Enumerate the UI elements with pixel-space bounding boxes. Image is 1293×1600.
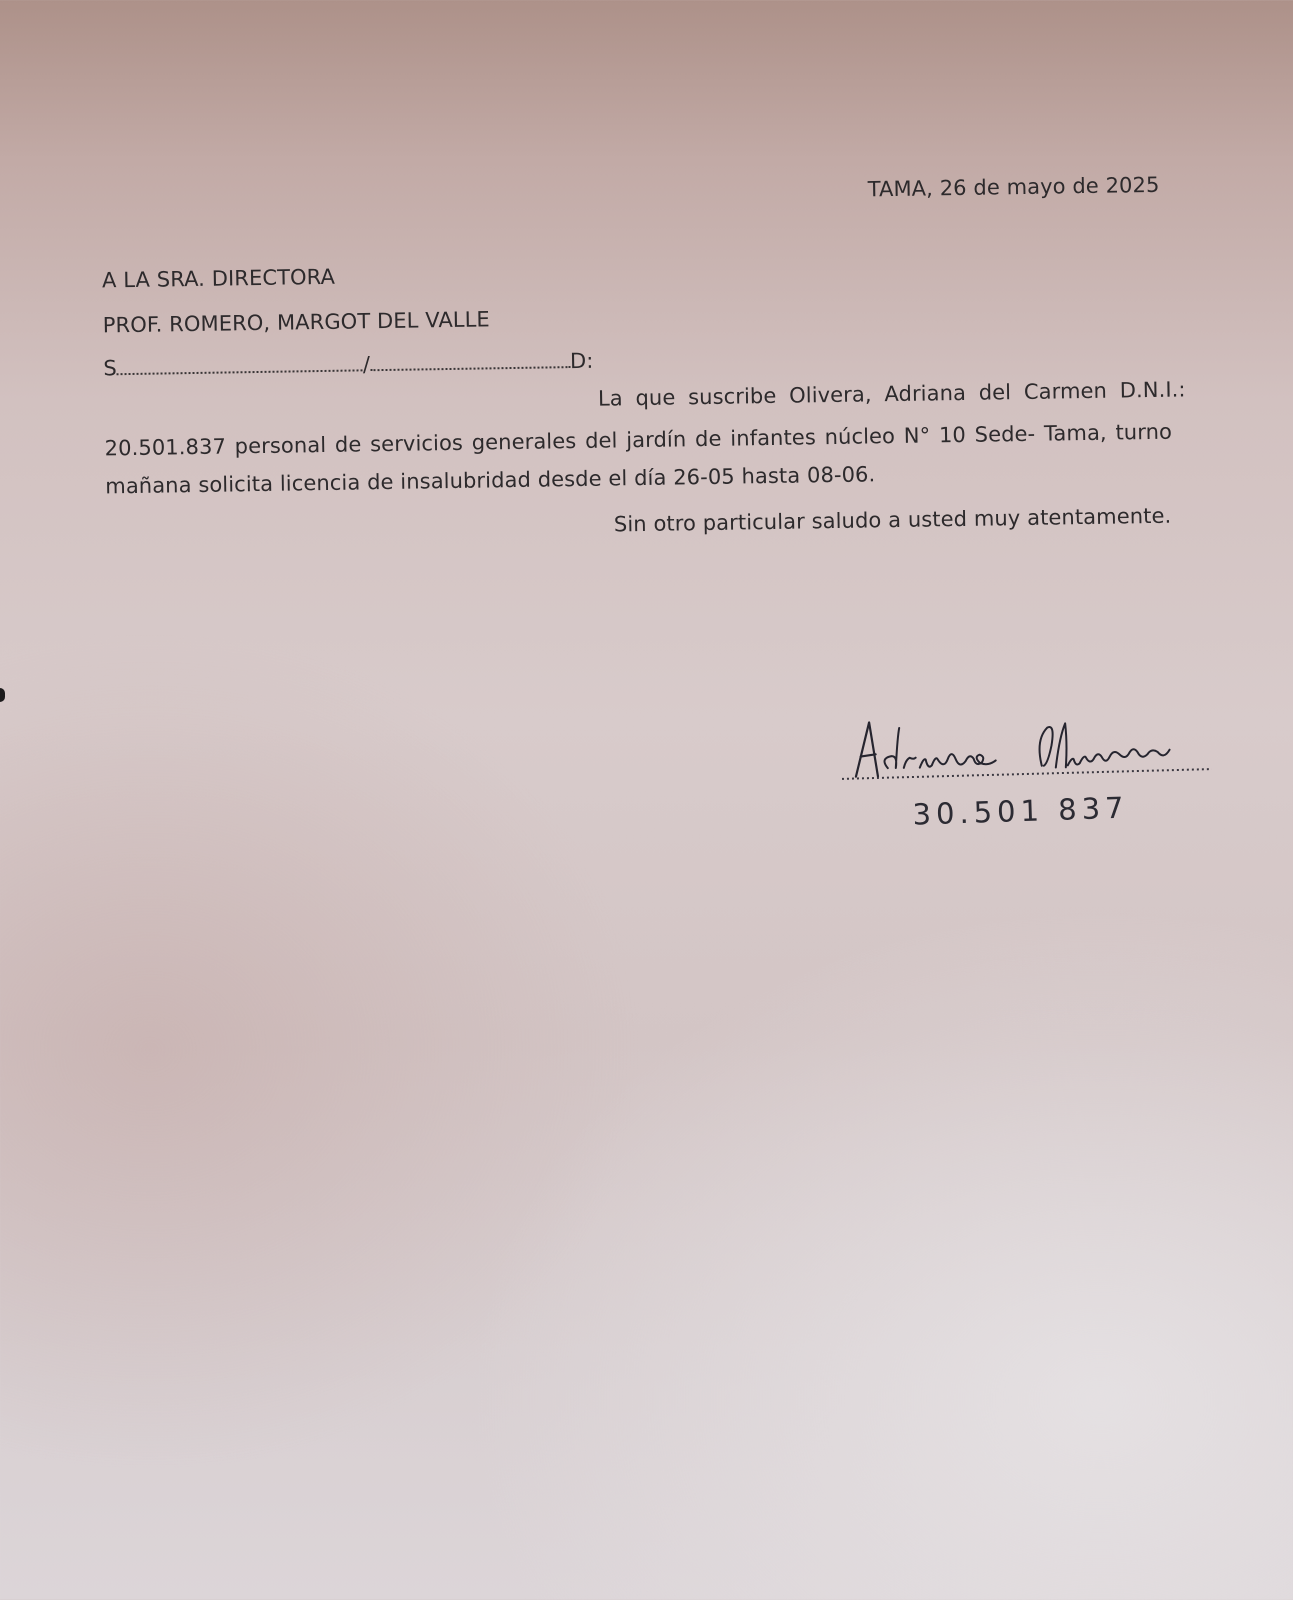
salutation-prefix: S <box>103 356 118 381</box>
salutation-line <box>103 349 593 381</box>
signature-stroke-a <box>855 722 878 776</box>
body-line-2: mañana solicita licencia de insalubridad desde el día 26-05 hasta 08-06. <box>105 462 876 499</box>
body-line-1: 20.501.837 personal de servicios generales del jardín de infantes núcleo N° 10 Sede- Tama, turno <box>104 419 1173 461</box>
dotted-blank-2 <box>370 350 570 371</box>
signature-stroke-first-name <box>884 726 996 768</box>
addressee-title: A LA SRA. DIRECTORA <box>101 264 336 293</box>
signature-stroke-last-name <box>1039 722 1170 768</box>
letter-date: TAMA, 26 de mayo de 2025 <box>867 172 1160 202</box>
salutation-suffix: D: <box>569 348 594 374</box>
handwritten-dni-number: 30.501 837 <box>911 790 1130 832</box>
body-intro: La que suscribe Olivera, Adriana del Carmen D.N.I.: <box>597 377 1186 411</box>
closing-line: Sin otro particular saludo a usted muy atentamente. <box>613 503 1172 537</box>
recipient-name: PROF. ROMERO, MARGOT DEL VALLE <box>102 307 490 338</box>
salutation-separator: / <box>362 352 371 377</box>
dotted-blank-1 <box>117 353 363 375</box>
signature-block <box>841 711 1223 847</box>
signature-dotted-line <box>842 769 1212 779</box>
handwritten-signature <box>841 711 1222 797</box>
